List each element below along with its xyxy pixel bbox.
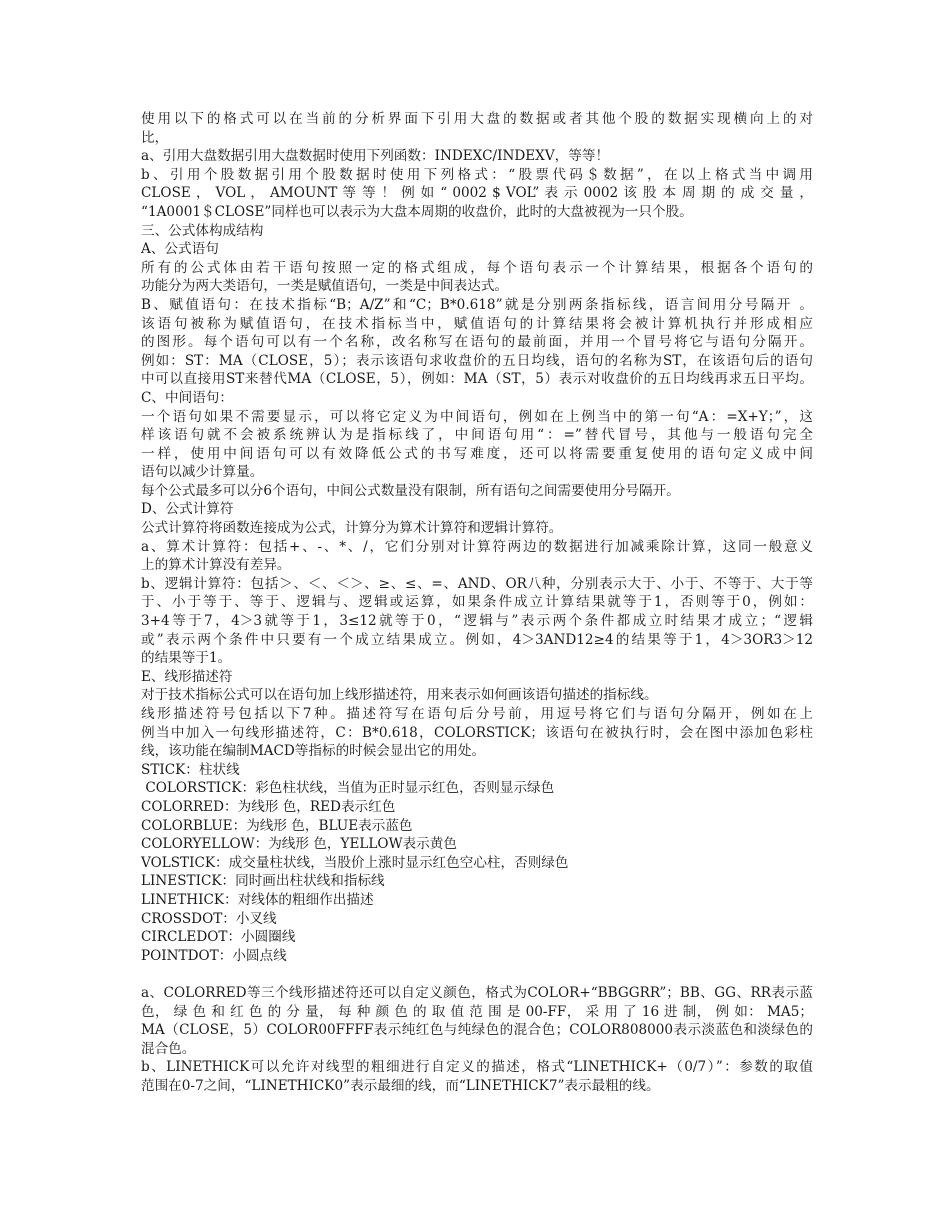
- text-line: 语句以减少计算量。: [141, 464, 264, 481]
- text-line: 该语句被称为赋值语句，在技术指标当中，赋值语句的计算结果将会被计算机执行并形成相应: [141, 315, 813, 332]
- text-line: 每个公式最多可以分6个语句，中间公式数量没有限制，所有语句之间需要使用分号隔开。: [141, 482, 680, 499]
- text-line: STICK：柱状线: [141, 761, 240, 778]
- text-line: 公式计算符将函数连接成为公式，计算分为算术计算符和逻辑计算符。: [141, 520, 563, 537]
- text-line: 色， 绿 色 和 红 色 的 分 量， 每 种 颜 色 的 取 值 范 围 是 00-FF， 采 用 了 16 进 制， 例 如： MA5；: [141, 1003, 813, 1020]
- text-line: 例当中加入一句线形描述符，C：B*0.618，COLORSTICK；该语句在被执行时，会在图中添加色彩柱: [141, 724, 813, 741]
- text-line: 上的算术计算没有差异。: [141, 557, 291, 574]
- document-body: [141, 110, 813, 1095]
- text-line: 或”表示两个条件中只要有一个成立结果成立。例如，4＞3AND12≥4的结果等于1，4＞3OR3＞12: [141, 631, 813, 648]
- text-line: COLORBLUE：为线形 色，BLUE表示蓝色: [141, 817, 413, 834]
- text-line: 中可以直接用ST来替代MA（CLOSE，5），例如：MA（ST，5）表示对收盘价的五日均线再求五日平均。: [141, 371, 813, 388]
- text-line: a、COLORRED等三个线形描述符还可以自定义颜色，格式为COLOR+“BBGGRR”；BB、GG、RR表示蓝: [141, 984, 813, 1001]
- text-line: COLORRED：为线形 色，RED表示红色: [141, 798, 396, 815]
- text-line: COLORSTICK：彩色柱状线，当值为正时显示红色，否则显示绿色: [141, 780, 555, 797]
- text-line: LINETHICK：对线体的粗细作出描述: [141, 891, 374, 908]
- text-line: 一样，使用中间语句可以有效降低公式的书写难度，还可以将需要重复使用的语句定义成中间: [141, 445, 813, 462]
- text-line: 于、小于等于、等于、逻辑与、逻辑或运算，如果条件成立计算结果就等于1，否则等于0，例如：: [141, 594, 813, 611]
- text-line: 线形描述符号包括以下7种。描述符写在语句后分号前，用逗号将它们与语句分隔开，例如在上: [141, 706, 813, 722]
- text-line: 一个语句如果不需要显示，可以将它定义为中间语句，例如在上例当中的第一句“A：=X+Y；”，这: [141, 408, 813, 425]
- text-line: POINTDOT：小圆点线: [141, 947, 287, 964]
- text-line: a、算术计算符：包括+、-、*、/，它们分别对计算符两边的数据进行加减乘除计算，这同一般意义: [141, 538, 813, 555]
- text-line: 所有的公式体由若干语句按照一定的格式组成，每个语句表示一个计算结果，根据各个语句的: [141, 259, 813, 276]
- text-line: 混合色。: [141, 1040, 196, 1057]
- text-line: 例如：ST：MA（CLOSE，5）；表示该语句求收盘价的五日均线，语句的名称为ST，在该语句后的语句: [141, 352, 813, 369]
- text-line: 的结果等于1。: [141, 650, 232, 667]
- text-line: b、逻辑计算符：包括＞、＜、＜＞、≥、≤、=、AND、OR八种，分别表示大于、小于、不等于、大于等: [141, 575, 813, 592]
- text-line: 的图形。每个语句可以有一个名称，改名称写在语句的最前面，并用一个冒号将它与语句分隔开。: [141, 334, 813, 351]
- text-line: a、引用大盘数据引用大盘数据时使用下列函数：INDEXC/INDEXV，等等！: [141, 148, 610, 165]
- text-line: 范围在0-7之间，“LINETHICK0”表示最细的线，而“LINETHICK7”表示最粗的线。: [141, 1077, 660, 1094]
- text-line: LINESTICK：同时画出柱状线和指标线: [141, 873, 385, 890]
- text-line: C、中间语句：: [141, 389, 233, 406]
- text-line: VOLSTICK：成交量柱状线，当股价上涨时显示红色空心柱，否则绿色: [141, 854, 569, 871]
- text-line: 对于技术指标公式可以在语句加上线形描述符，用来表示如何画该语句描述的指标线。: [141, 687, 658, 704]
- text-line: E、线形描述符: [141, 668, 233, 685]
- text-line: D、公式计算符: [141, 501, 234, 518]
- text-line: 三、公式体构成结构: [141, 222, 264, 239]
- text-line: CROSSDOT：小叉线: [141, 910, 277, 927]
- text-line: CIRCLEDOT：小圆圈线: [141, 929, 296, 946]
- text-line: 功能分为两大类语句，一类是赋值语句，一类是中间表达式。: [141, 278, 509, 295]
- text-line: b、引用个股数据引用个股数据时使用下列格式：“股票代码＄数据”，在以上格式当中调用: [141, 166, 813, 183]
- text-line: A、公式语句: [141, 241, 219, 258]
- text-line: b、LINETHICK可以允许对线型的粗细进行自定义的描述，格式“LINETHICK+（0/7）”：参数的取值: [141, 1059, 813, 1076]
- text-line: 使用以下的格式可以在当前的分析界面下引用大盘的数据或者其他个股的数据实现横向上的对: [141, 111, 813, 127]
- text-line: 3+4等于7，4＞3就等于1，3≤12就等于0，“逻辑与”表示两个条件都成立时结果才成立；“逻辑: [141, 613, 813, 630]
- text-line: CLOSE ， VOL ， AMOUNT 等 等 ！ 例 如 “ 0002 $ VOL” 表 示 0002 该 股 本 周 期 的 成 交 量 ，: [141, 185, 813, 202]
- text-line: MA（CLOSE，5）COLOR00FFFF表示纯红色与纯绿色的混合色；COLOR808000表示淡蓝色和淡绿色的: [141, 1022, 813, 1039]
- text-line: “1A0001＄CLOSE”同样也可以表示为大盘本周期的收盘价，此时的大盘被视为一只个股。: [141, 203, 693, 220]
- text-line: COLORYELLOW：为线形 色，YELLOW表示黄色: [141, 836, 457, 853]
- text-line: 样该语句就不会被系统辨认为是指标线了，中间语句用“：=”替代冒号，其他与一般语句完全: [141, 427, 813, 444]
- text-line: 比，: [141, 129, 169, 146]
- text-line: B、赋值语句：在技术指标“B；A/Z”和“C；B*0.618”就是分别两条指标线，语言间用分号隔开 。: [141, 296, 813, 313]
- blank-line: [141, 965, 813, 984]
- text-line: 线，该功能在编制MACD等指标的时候会显出它的用处。: [141, 743, 486, 760]
